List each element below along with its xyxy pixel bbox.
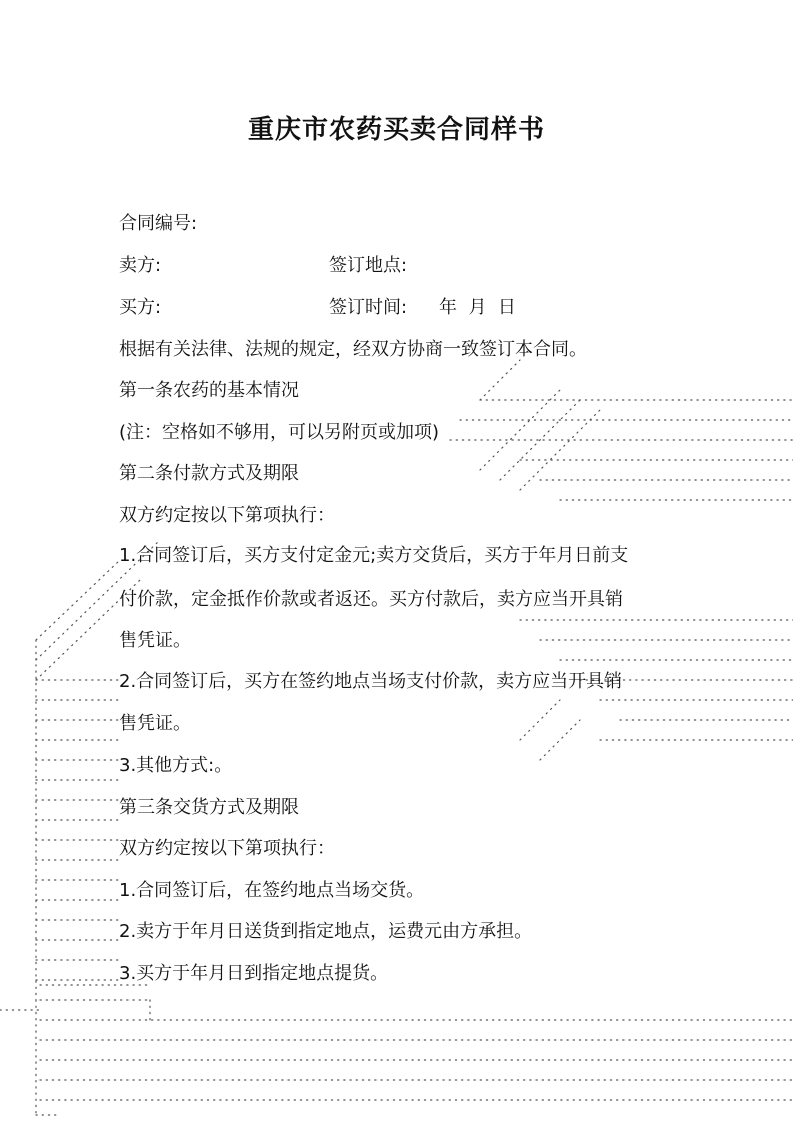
sign-place-label: 签订地点: [329,255,408,276]
paragraph-intro: 根据有关法律、法规的规定，经双方协商一致签订本合同。 [119,339,587,360]
seller-line [119,253,679,279]
note-paragraph: (注：空格如不够用，可以另附页或加项) [119,422,440,443]
article-2-item-2-line-1: 2.合同签订后，买方在签约地点当场支付价款，卖方应当开具销 [119,671,623,692]
article-2-item-1-line-1: 1.合同签订后，买方支付定金元;卖方交货后，买方于年月日前支 [119,545,629,566]
article-2-agreement: 双方约定按以下第项执行： [119,505,335,526]
contract-number-label: 合同编号: [119,213,198,234]
article-3-item-3: 3.买方于年月日到指定地点提货。 [119,963,389,984]
article-2-heading: 第二条付款方式及期限 [119,463,299,484]
article-3-heading: 第三条交货方式及期限 [119,797,299,818]
document-title: 重庆市农药买卖合同样书 [247,115,545,145]
buyer-line [119,295,679,321]
article-1-heading: 第一条农药的基本情况 [119,380,299,401]
article-2-item-3: 3.其他方式:。 [119,755,233,776]
article-2-item-1-line-3: 售凭证。 [119,630,191,651]
sign-time-label: 签订时间: [329,297,408,318]
article-3-agreement: 双方约定按以下第项执行： [119,838,335,859]
article-2-item-2-line-2: 售凭证。 [119,713,191,734]
buyer-label: 买方: [119,297,162,318]
sign-time-value: 年 月 日 [439,297,516,318]
article-2-item-1-line-2: 付价款，定金抵作价款或者返还。买方付款后，卖方应当开具销 [119,589,623,610]
article-3-item-1: 1.合同签订后，在签约地点当场交货。 [119,880,425,901]
article-3-item-2: 2.卖方于年月日送货到指定地点，运费元由方承担。 [119,921,533,942]
contract-number-line [119,211,197,237]
seller-label: 卖方: [119,255,162,276]
